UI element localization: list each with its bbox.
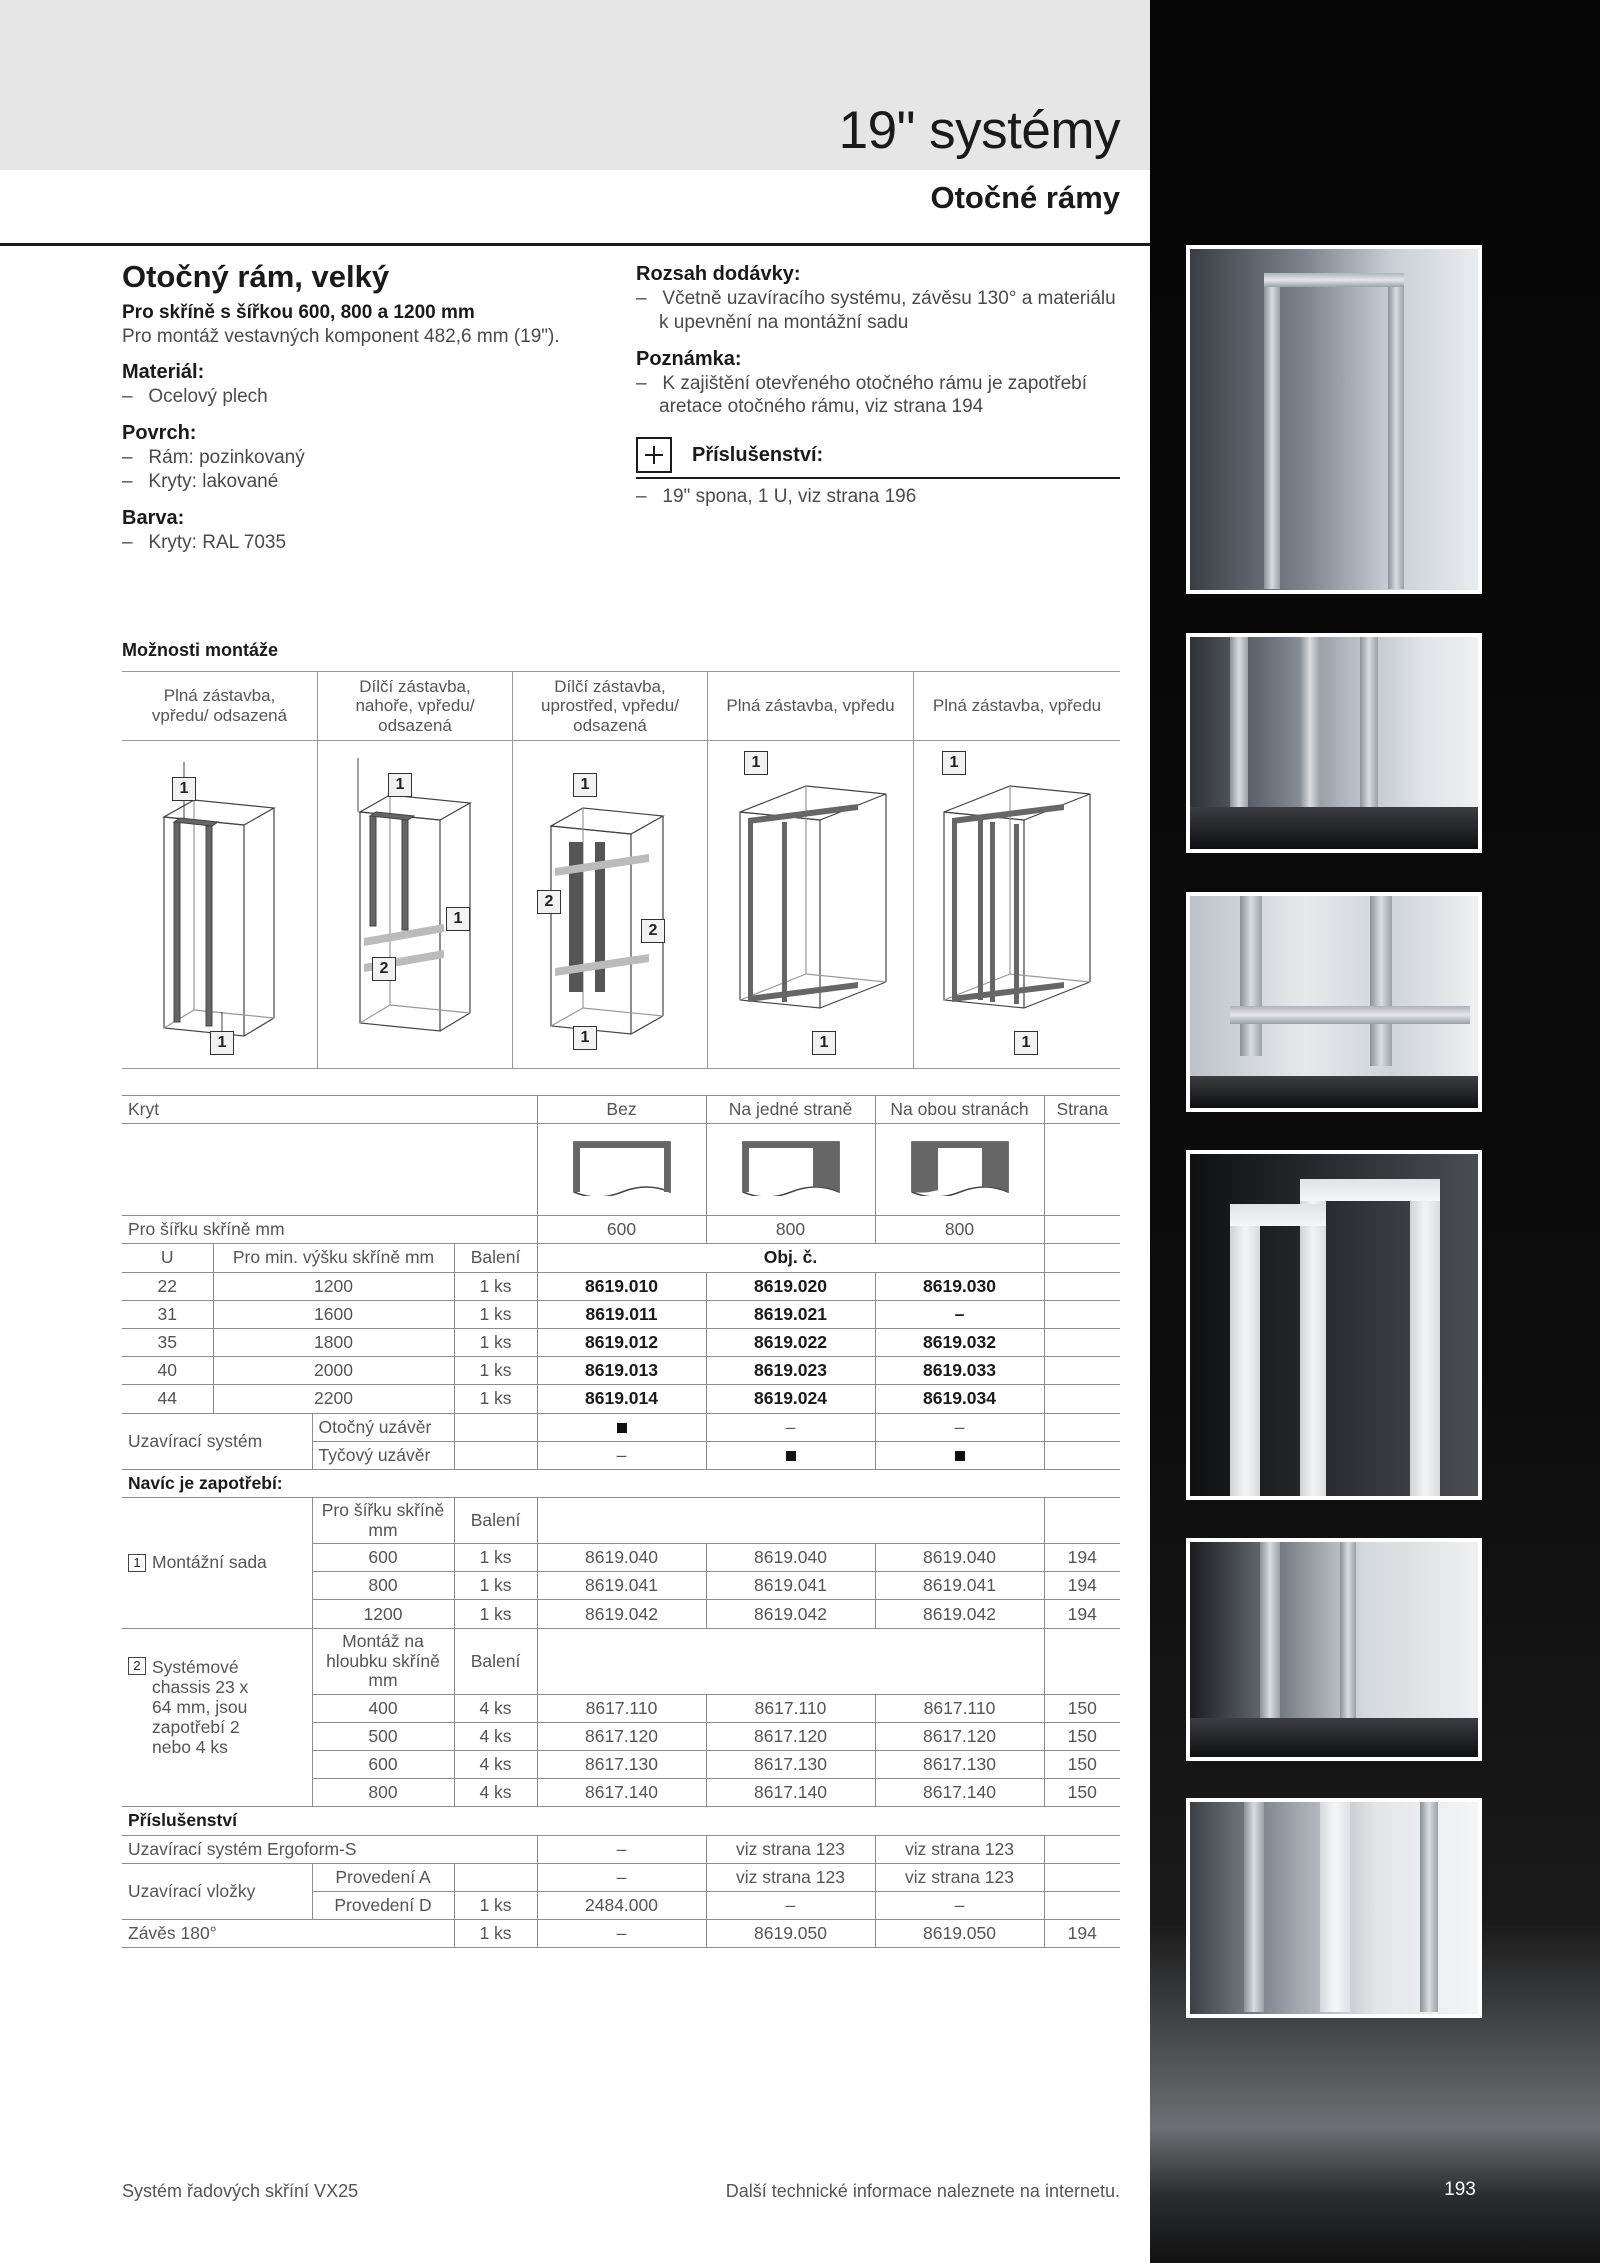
width-label: Pro šířku skříně mm — [122, 1216, 537, 1244]
badge-1: 1 — [744, 751, 768, 775]
order-number: 8619.032 — [875, 1328, 1044, 1356]
cover-icon-row — [122, 1124, 1120, 1216]
chassis-label: Systémové chassis 23 x 64 mm, jsou zapotřebí 2 nebo 4 ks — [152, 1656, 249, 1758]
footer-note: Další technické informace naleznete na internetu. — [725, 2181, 1120, 2201]
accessories-item: – 19" spona, 1 U, viz strana 196 — [636, 486, 917, 507]
order-number: 8619.010 — [537, 1272, 706, 1300]
accessory-value: – — [875, 1891, 1044, 1919]
width-row — [122, 1216, 1120, 1244]
badge-2: 2 — [372, 957, 396, 981]
accessory-variant: Provedení A — [312, 1863, 454, 1891]
cell-pack: 1 ks — [454, 1891, 537, 1919]
order-number: 8619.041 — [537, 1572, 706, 1600]
order-number: 8617.130 — [875, 1751, 1044, 1779]
cell-pack: 1 ks — [454, 1300, 537, 1328]
accessories-heading — [636, 433, 1120, 479]
cell-height: 1800 — [213, 1328, 454, 1356]
extra-required-label: Navíc je zapotřebí: — [122, 1469, 1120, 1497]
material-item: – Ocelový plech — [122, 386, 268, 408]
table-row — [122, 1328, 1120, 1356]
mounting-option — [122, 672, 317, 1068]
cell-u: 35 — [122, 1328, 213, 1356]
kit-col-label: Pro šířku skříně mm — [312, 1498, 454, 1544]
product-name: Otočný rám, velký — [122, 259, 390, 294]
product-photo-open — [1186, 633, 1482, 853]
page-ref: 194 — [1044, 1600, 1120, 1628]
cell-depth: 600 — [312, 1751, 454, 1779]
page-ref: 150 — [1044, 1779, 1120, 1807]
badge-1: 1 — [573, 773, 597, 797]
order-number: – — [875, 1300, 1044, 1328]
badge-1: 1 — [942, 751, 966, 775]
cell-depth: 800 — [312, 1779, 454, 1807]
cell-pack: 4 ks — [454, 1751, 537, 1779]
product-description — [122, 258, 622, 554]
order-number: 8617.110 — [706, 1694, 875, 1722]
cell-pack: 4 ks — [454, 1694, 537, 1722]
accessories-label: Příslušenství: — [692, 443, 824, 466]
cabinet-diagram — [914, 742, 1121, 1070]
badge-2: 2 — [641, 919, 665, 943]
cell-pack: 1 ks — [454, 1572, 537, 1600]
mounting-option-label: Plná zástavba, vpředu — [914, 672, 1120, 741]
accessory-value: – — [537, 1835, 706, 1863]
mounting-option-label: Dílčí zástavba, nahoře, vpředu/ odsazená — [318, 672, 512, 741]
cell-u: 40 — [122, 1357, 213, 1385]
kit-label: Montážní sada — [152, 1552, 267, 1573]
badge-1: 1 — [812, 1031, 836, 1055]
cell-width: 800 — [312, 1572, 454, 1600]
cover-one-side-icon — [741, 1138, 841, 1196]
cell-pack: 4 ks — [454, 1722, 537, 1750]
surface-item: – Rám: pozinkovaný — [122, 447, 305, 468]
cover-one-side-header: Na jedné straně — [706, 1096, 875, 1124]
locking-label: Uzavírací systém — [122, 1413, 312, 1469]
col-u: U — [122, 1244, 213, 1272]
filled-square-icon — [537, 1413, 706, 1441]
kit-label-cell — [122, 1498, 312, 1629]
accessory-value: – — [537, 1863, 706, 1891]
mounting-options — [122, 671, 1120, 1069]
accessory-name: Uzavírací vložky — [122, 1863, 312, 1919]
cell-pack: 1 ks — [454, 1600, 537, 1628]
col-order-no: Obj. č. — [537, 1244, 1044, 1272]
accessory-value: viz strana 123 — [875, 1835, 1044, 1863]
order-number: 8617.130 — [537, 1751, 706, 1779]
order-number: 8619.042 — [706, 1600, 875, 1628]
cover-none-header: Bez — [537, 1096, 706, 1124]
accessory-value: viz strana 123 — [706, 1835, 875, 1863]
order-number: 8619.040 — [875, 1544, 1044, 1572]
order-number: 8619.020 — [706, 1272, 875, 1300]
color-item: – Kryty: RAL 7035 — [122, 531, 287, 553]
chassis-pack-label: Balení — [454, 1628, 537, 1694]
badge-1: 1 — [446, 907, 470, 931]
plus-icon — [636, 437, 672, 473]
material-label: Materiál: — [122, 361, 205, 384]
filled-square-icon — [706, 1441, 875, 1469]
locking-row — [122, 1413, 1120, 1441]
col-min-height: Pro min. výšku skříně mm — [213, 1244, 454, 1272]
col-pack: Balení — [454, 1244, 537, 1272]
page-ref: 150 — [1044, 1751, 1120, 1779]
cell-depth: 400 — [312, 1694, 454, 1722]
chassis-header-row — [122, 1628, 1120, 1694]
cell-depth: 500 — [312, 1722, 454, 1750]
product-subtitle: Pro skříně s šířkou 600, 800 a 1200 mm — [122, 301, 475, 323]
badge-1: 1 — [128, 1554, 146, 1572]
width-value: 800 — [875, 1216, 1044, 1244]
page-ref-header: Strana — [1044, 1096, 1120, 1124]
badge-1: 1 — [210, 1031, 234, 1055]
mounting-option — [512, 672, 707, 1068]
page-ref: 150 — [1044, 1694, 1120, 1722]
order-number: 8619.014 — [537, 1385, 706, 1413]
order-number: 8617.140 — [875, 1779, 1044, 1807]
cabinet-diagram — [708, 742, 914, 1070]
locking-type: Otočný uzávěr — [312, 1413, 454, 1441]
badge-2: 2 — [128, 1657, 146, 1675]
cell-u: 22 — [122, 1272, 213, 1300]
product-photo-frame — [1186, 245, 1482, 594]
delivery-label: Rozsah dodávky: — [636, 263, 801, 285]
mounting-option — [317, 672, 512, 1068]
cell-width: 1200 — [312, 1600, 454, 1628]
order-number: 8619.041 — [875, 1572, 1044, 1600]
badge-1: 1 — [573, 1026, 597, 1050]
badge-2: 2 — [537, 890, 561, 914]
note-item: – K zajištění otevřeného otočného rámu je zapotřebí aretace otočného rámu, viz strana 194 — [636, 372, 1088, 418]
cell-u: 44 — [122, 1385, 213, 1413]
product-photo-installed — [1186, 1798, 1482, 2018]
table-row — [122, 1920, 1120, 1948]
cell-height: 1600 — [213, 1300, 454, 1328]
filled-square-icon — [875, 1441, 1044, 1469]
table-row — [122, 1357, 1120, 1385]
cabinet-diagram — [318, 742, 513, 1070]
mounting-option-label: Dílčí zástavba, uprostřed, vpředu/ odsazená — [513, 672, 707, 741]
cell-height: 2200 — [213, 1385, 454, 1413]
footer-catalog-name: Systém řadových skříní VX25 — [122, 2181, 359, 2201]
column-header-row — [122, 1244, 1120, 1272]
cell-pack: 1 ks — [454, 1385, 537, 1413]
product-text: Pro montáž vestavných komponent 482,6 mm (19"). — [122, 325, 560, 347]
surface-item: – Kryty: lakované — [122, 470, 279, 492]
accessory-variant: Provedení D — [312, 1891, 454, 1919]
cover-header-row — [122, 1096, 1120, 1124]
table-row — [122, 1385, 1120, 1413]
cell-pack: 1 ks — [454, 1328, 537, 1356]
order-number: 8617.120 — [537, 1722, 706, 1750]
width-value: 800 — [706, 1216, 875, 1244]
order-number: 8619.033 — [875, 1357, 1044, 1385]
cover-none-icon — [572, 1138, 672, 1196]
order-number: 8619.041 — [706, 1572, 875, 1600]
color-label: Barva: — [122, 506, 185, 529]
mounting-option — [913, 672, 1120, 1068]
order-number: 8617.110 — [875, 1694, 1044, 1722]
accessory-value: 8619.050 — [875, 1920, 1044, 1948]
cell-pack: 1 ks — [454, 1357, 537, 1385]
section-row — [122, 1807, 1120, 1835]
table-row — [122, 1272, 1120, 1300]
order-number: 8617.110 — [537, 1694, 706, 1722]
page-number: 193 — [1444, 2179, 1476, 2200]
page-title: 19" systémy — [838, 101, 1120, 160]
page-ref: 194 — [1044, 1544, 1120, 1572]
order-number: 8617.140 — [537, 1779, 706, 1807]
accessory-value: – — [706, 1891, 875, 1919]
accessory-name: Uzavírací systém Ergoform-S — [122, 1835, 537, 1863]
mounting-title: Možnosti montáže — [122, 640, 278, 660]
locking-value: – — [706, 1413, 875, 1441]
cell-pack: 4 ks — [454, 1779, 537, 1807]
section-title: Otočné rámy — [930, 180, 1120, 215]
cabinet-diagram — [122, 742, 317, 1070]
cell-u: 31 — [122, 1300, 213, 1328]
accessory-value: viz strana 123 — [875, 1863, 1044, 1891]
table-row — [122, 1300, 1120, 1328]
cell-pack — [454, 1863, 537, 1891]
table-row — [122, 1835, 1120, 1863]
cell-height: 2000 — [213, 1357, 454, 1385]
delivery-notes — [636, 262, 1120, 509]
order-number: 8619.030 — [875, 1272, 1044, 1300]
order-number: 8619.021 — [706, 1300, 875, 1328]
accessory-value: – — [537, 1920, 706, 1948]
section-row — [122, 1469, 1120, 1497]
order-number: 8619.011 — [537, 1300, 706, 1328]
order-number: 8619.022 — [706, 1328, 875, 1356]
locking-type: Tyčový uzávěr — [312, 1441, 454, 1469]
order-number: 8619.012 — [537, 1328, 706, 1356]
order-number: 8617.120 — [706, 1722, 875, 1750]
order-number: 8617.140 — [706, 1779, 875, 1807]
order-number: 8619.042 — [875, 1600, 1044, 1628]
cell-width: 600 — [312, 1544, 454, 1572]
cover-both-sides-header: Na obou stranách — [875, 1096, 1044, 1124]
product-photo-cabinet — [1186, 1538, 1482, 1761]
order-number: 8619.024 — [706, 1385, 875, 1413]
locking-value: – — [537, 1441, 706, 1469]
width-value: 600 — [537, 1216, 706, 1244]
order-number: 8619.013 — [537, 1357, 706, 1385]
order-number: 8619.042 — [537, 1600, 706, 1628]
cover-both-sides-icon — [910, 1138, 1010, 1196]
cell-pack: 1 ks — [454, 1544, 537, 1572]
accessory-value: 8619.050 — [706, 1920, 875, 1948]
cell-pack: 1 ks — [454, 1272, 537, 1300]
cover-label: Kryt — [122, 1096, 537, 1124]
mounting-option-label: Plná zástavba, vpředu — [708, 672, 913, 741]
badge-1: 1 — [172, 777, 196, 801]
cell-pack: 1 ks — [454, 1920, 537, 1948]
order-number: 8619.034 — [875, 1385, 1044, 1413]
accessory-name: Závěs 180° — [122, 1920, 454, 1948]
kit-pack-label: Balení — [454, 1498, 537, 1544]
title-rule — [0, 243, 1150, 246]
order-number: 8617.120 — [875, 1722, 1044, 1750]
mounting-option-label: Plná zástavba, vpředu/ odsazená — [122, 672, 317, 741]
product-photo-detail — [1186, 892, 1482, 1112]
mounting-option — [707, 672, 913, 1068]
badge-1: 1 — [1014, 1031, 1038, 1055]
order-number: 8619.040 — [706, 1544, 875, 1572]
chassis-col-label: Montáž na hloubku skříně mm — [312, 1628, 454, 1694]
order-number: 8619.040 — [537, 1544, 706, 1572]
surface-label: Povrch: — [122, 422, 197, 444]
page-ref: 194 — [1044, 1920, 1120, 1948]
accessory-value: 2484.000 — [537, 1891, 706, 1919]
badge-1: 1 — [388, 773, 412, 797]
kit-header-row — [122, 1498, 1120, 1544]
page-ref: 194 — [1044, 1572, 1120, 1600]
product-photo-frames — [1186, 1150, 1482, 1500]
page-ref: 150 — [1044, 1722, 1120, 1750]
locking-value: – — [875, 1413, 1044, 1441]
cell-height: 1200 — [213, 1272, 454, 1300]
note-label: Poznámka: — [636, 347, 742, 370]
delivery-item: – Včetně uzavíracího systému, závěsu 130° a materiálu k upevnění na montážní sadu — [636, 288, 1116, 333]
chassis-label-cell — [122, 1628, 312, 1807]
spec-table — [122, 1095, 1120, 1948]
table-row — [122, 1863, 1120, 1891]
accessory-value: viz strana 123 — [706, 1863, 875, 1891]
accessories-table-label: Příslušenství — [122, 1807, 1120, 1835]
order-number: 8619.023 — [706, 1357, 875, 1385]
order-number: 8617.130 — [706, 1751, 875, 1779]
